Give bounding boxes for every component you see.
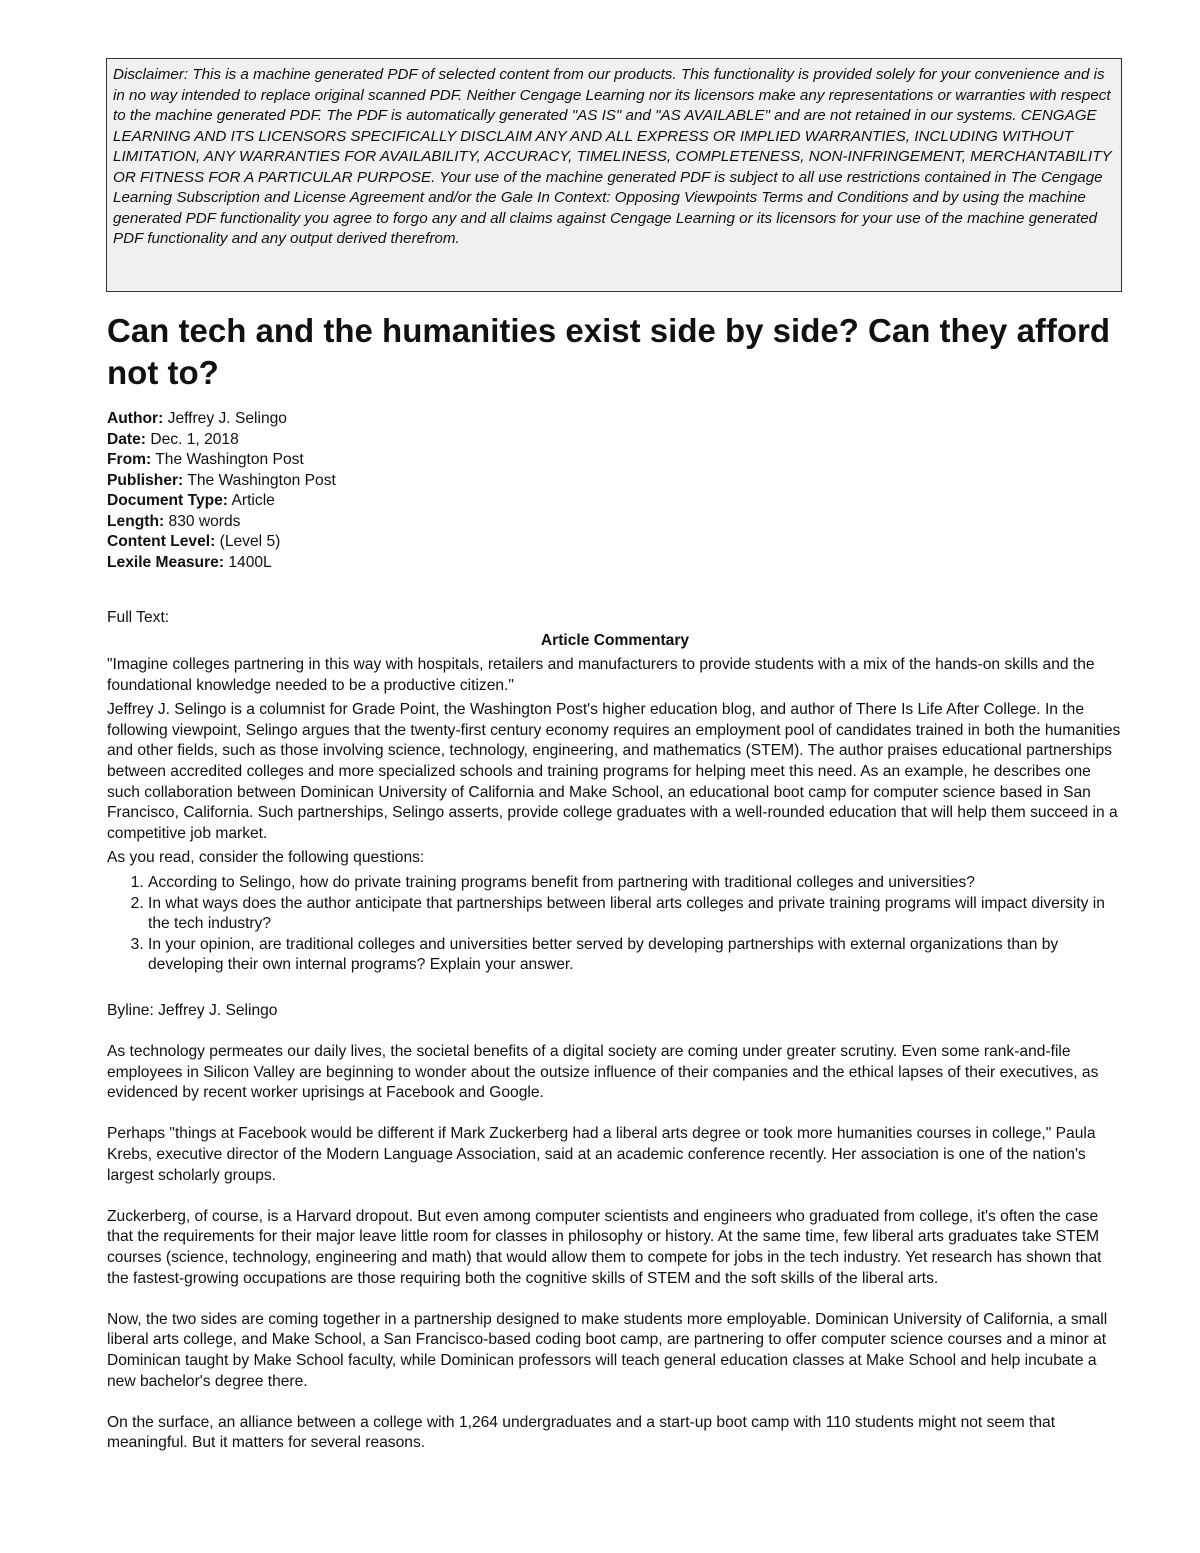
article-title: Can tech and the humanities exist side by side? Can they afford not to? (107, 312, 1111, 391)
meta-lexile-measure (107, 553, 336, 574)
disclaimer-box: Disclaimer: This is a machine generated PDF of selected content from our products. This functionality is provided solely for your convenience and is in no way intended to replace original scanned PDF. Neither Cengage Learning nor its licensors make any representations or warranties with respect to the machine generated PDF. The PDF is automatically generated "AS IS" and "AS AVAILABLE" and are not retained in our systems. CENGAGE LEARNING AND ITS LICENSORS SPECIFICALLY DISCLAIM ANY AND ALL EXPRESS OR IMPLIED WARRANTIES, INCLUDING WITHOUT LIMITATION, ANY WARRANTIES FOR AVAILABILITY, ACCURACY, TIMELINESS, COMPLETENESS, NON-INFRINGEMENT, MERCHANTABILITY OR FITNESS FOR A PARTICULAR PURPOSE. Your use of the machine generated PDF is subject to all use restrictions contained in The Cengage Learning Subscription and License Agreement and/or the Gale In Context: Opposing Viewpoints Terms and Conditions and by using the machine generated PDF functionality you agree to forgo any and all claims against Cengage Learning or its licensors for your use of the machine generated PDF functionality and any output derived therefrom. (106, 58, 1122, 292)
article-metadata (107, 409, 336, 573)
meta-document-type (107, 491, 336, 512)
meta-value: Jeffrey J. Selingo (167, 410, 287, 427)
meta-publisher (107, 471, 336, 492)
meta-content-level (107, 532, 336, 553)
meta-value: Dec. 1, 2018 (150, 430, 239, 448)
full-text-label: Full Text: (107, 609, 170, 626)
article-commentary (107, 655, 1123, 976)
commentary-heading: Article Commentary (540, 632, 690, 649)
meta-key: Author: (107, 410, 164, 427)
article-body (107, 1042, 1123, 1474)
meta-key: Publisher: (107, 471, 184, 489)
meta-key: Document Type: (107, 492, 229, 509)
meta-date (107, 430, 336, 451)
meta-value: The Washington Post (187, 471, 336, 489)
meta-value: 1400L (228, 553, 272, 571)
meta-key: Date: (107, 430, 146, 448)
meta-key: Length: (107, 512, 165, 530)
meta-author (107, 409, 336, 430)
body-paragraph: Zuckerberg, of course, is a Harvard dropout. But even among computer scientists and engineers who graduated from college, it's often the case that the requirements for their major leave little room for classes in philosophy or history. At the same time, few liberal arts graduates take STEM courses (science, technology, engineering and math) that would allow them to compete for jobs in the tech industry. Yet research has shown that the fastest-growing occupations are those requiring both the cognitive skills of STEM and the soft skills of the liberal arts. (107, 1207, 1102, 1287)
meta-from (107, 450, 336, 471)
questions-list (107, 873, 1123, 976)
body-paragraph: Perhaps "things at Facebook would be different if Mark Zuckerberg had a liberal arts degree or took more humanities courses in college," Paula Krebs, executive director of the Modern Language Association, said at an academic conference recently. Her association is one of the nation's largest scholarly groups. (107, 1125, 1096, 1184)
meta-key: From: (107, 451, 152, 468)
meta-value: The Washington Post (155, 451, 304, 468)
body-paragraph: On the surface, an alliance between a college with 1,264 undergraduates and a start-up boot camp with 110 students might not seem that meaningful. But it matters for several reasons. (107, 1413, 1056, 1452)
question-item: 1. According to Selingo, how do private training programs benefit from partnering with traditional colleges and universities? (148, 873, 1123, 894)
questions-lead: As you read, consider the following questions: (107, 849, 425, 867)
question-item: 3. In your opinion, are traditional colleges and universities better served by developing partnerships with external organizations than by developing their own internal programs? Explain your answer. (148, 935, 1123, 976)
meta-length (107, 512, 336, 533)
meta-value: 830 words (168, 512, 241, 530)
byline: Byline: Jeffrey J. Selingo (107, 1002, 278, 1019)
question-item: 2. In what ways does the author anticipate that partnerships between liberal arts colleges and private training programs will impact diversity in the tech industry? (148, 894, 1123, 935)
meta-key: Lexile Measure: (107, 553, 225, 571)
meta-value: (Level 5) (219, 533, 281, 550)
commentary-intro: Jeffrey J. Selingo is a columnist for Grade Point, the Washington Post's higher education blog, and author of There Is Life After College. In the following viewpoint, Selingo argues that the twenty-first century economy requires an employment pool of candidates trained in both the humanities and other fields, such as those involving science, technology, engineering, and mathematics (STEM). The author praises educational partnerships between accredited colleges and more specialized schools and training programs for helping meet this need. As an example, he describes one such collaboration between Dominican University of California and Make School, an educational boot camp for computer science based in San Francisco, California. Such partnerships, Selingo asserts, provide college graduates with a well-rounded education that will help them succeed in a competitive job market. (107, 701, 1121, 842)
meta-key: Content Level: (107, 533, 216, 550)
body-paragraph: Now, the two sides are coming together in a partnership designed to make students more employable. Dominican University of California, a small liberal arts college, and Make School, a San Francisco-based coding boot camp, are partnering to offer computer science courses and a minor at Dominican taught by Make School faculty, while Dominican professors will teach general education classes at Make School and help incubate a new bachelor's degree there. (107, 1310, 1108, 1390)
meta-value: Article (231, 492, 275, 509)
body-paragraph: As technology permeates our daily lives, the societal benefits of a digital society are coming under greater scrutiny. Even some rank-and-file employees in Silicon Valley are beginning to wonder about the outsize influence of their companies and the ethical lapses of their executives, as evidenced by recent worker uprisings at Facebook and Google. (107, 1043, 1099, 1102)
commentary-quote: "Imagine colleges partnering in this way with hospitals, retailers and manufacturers to provide students with a mix of the hands-on skills and the foundational knowledge needed to be a productive citizen." (107, 656, 1095, 694)
